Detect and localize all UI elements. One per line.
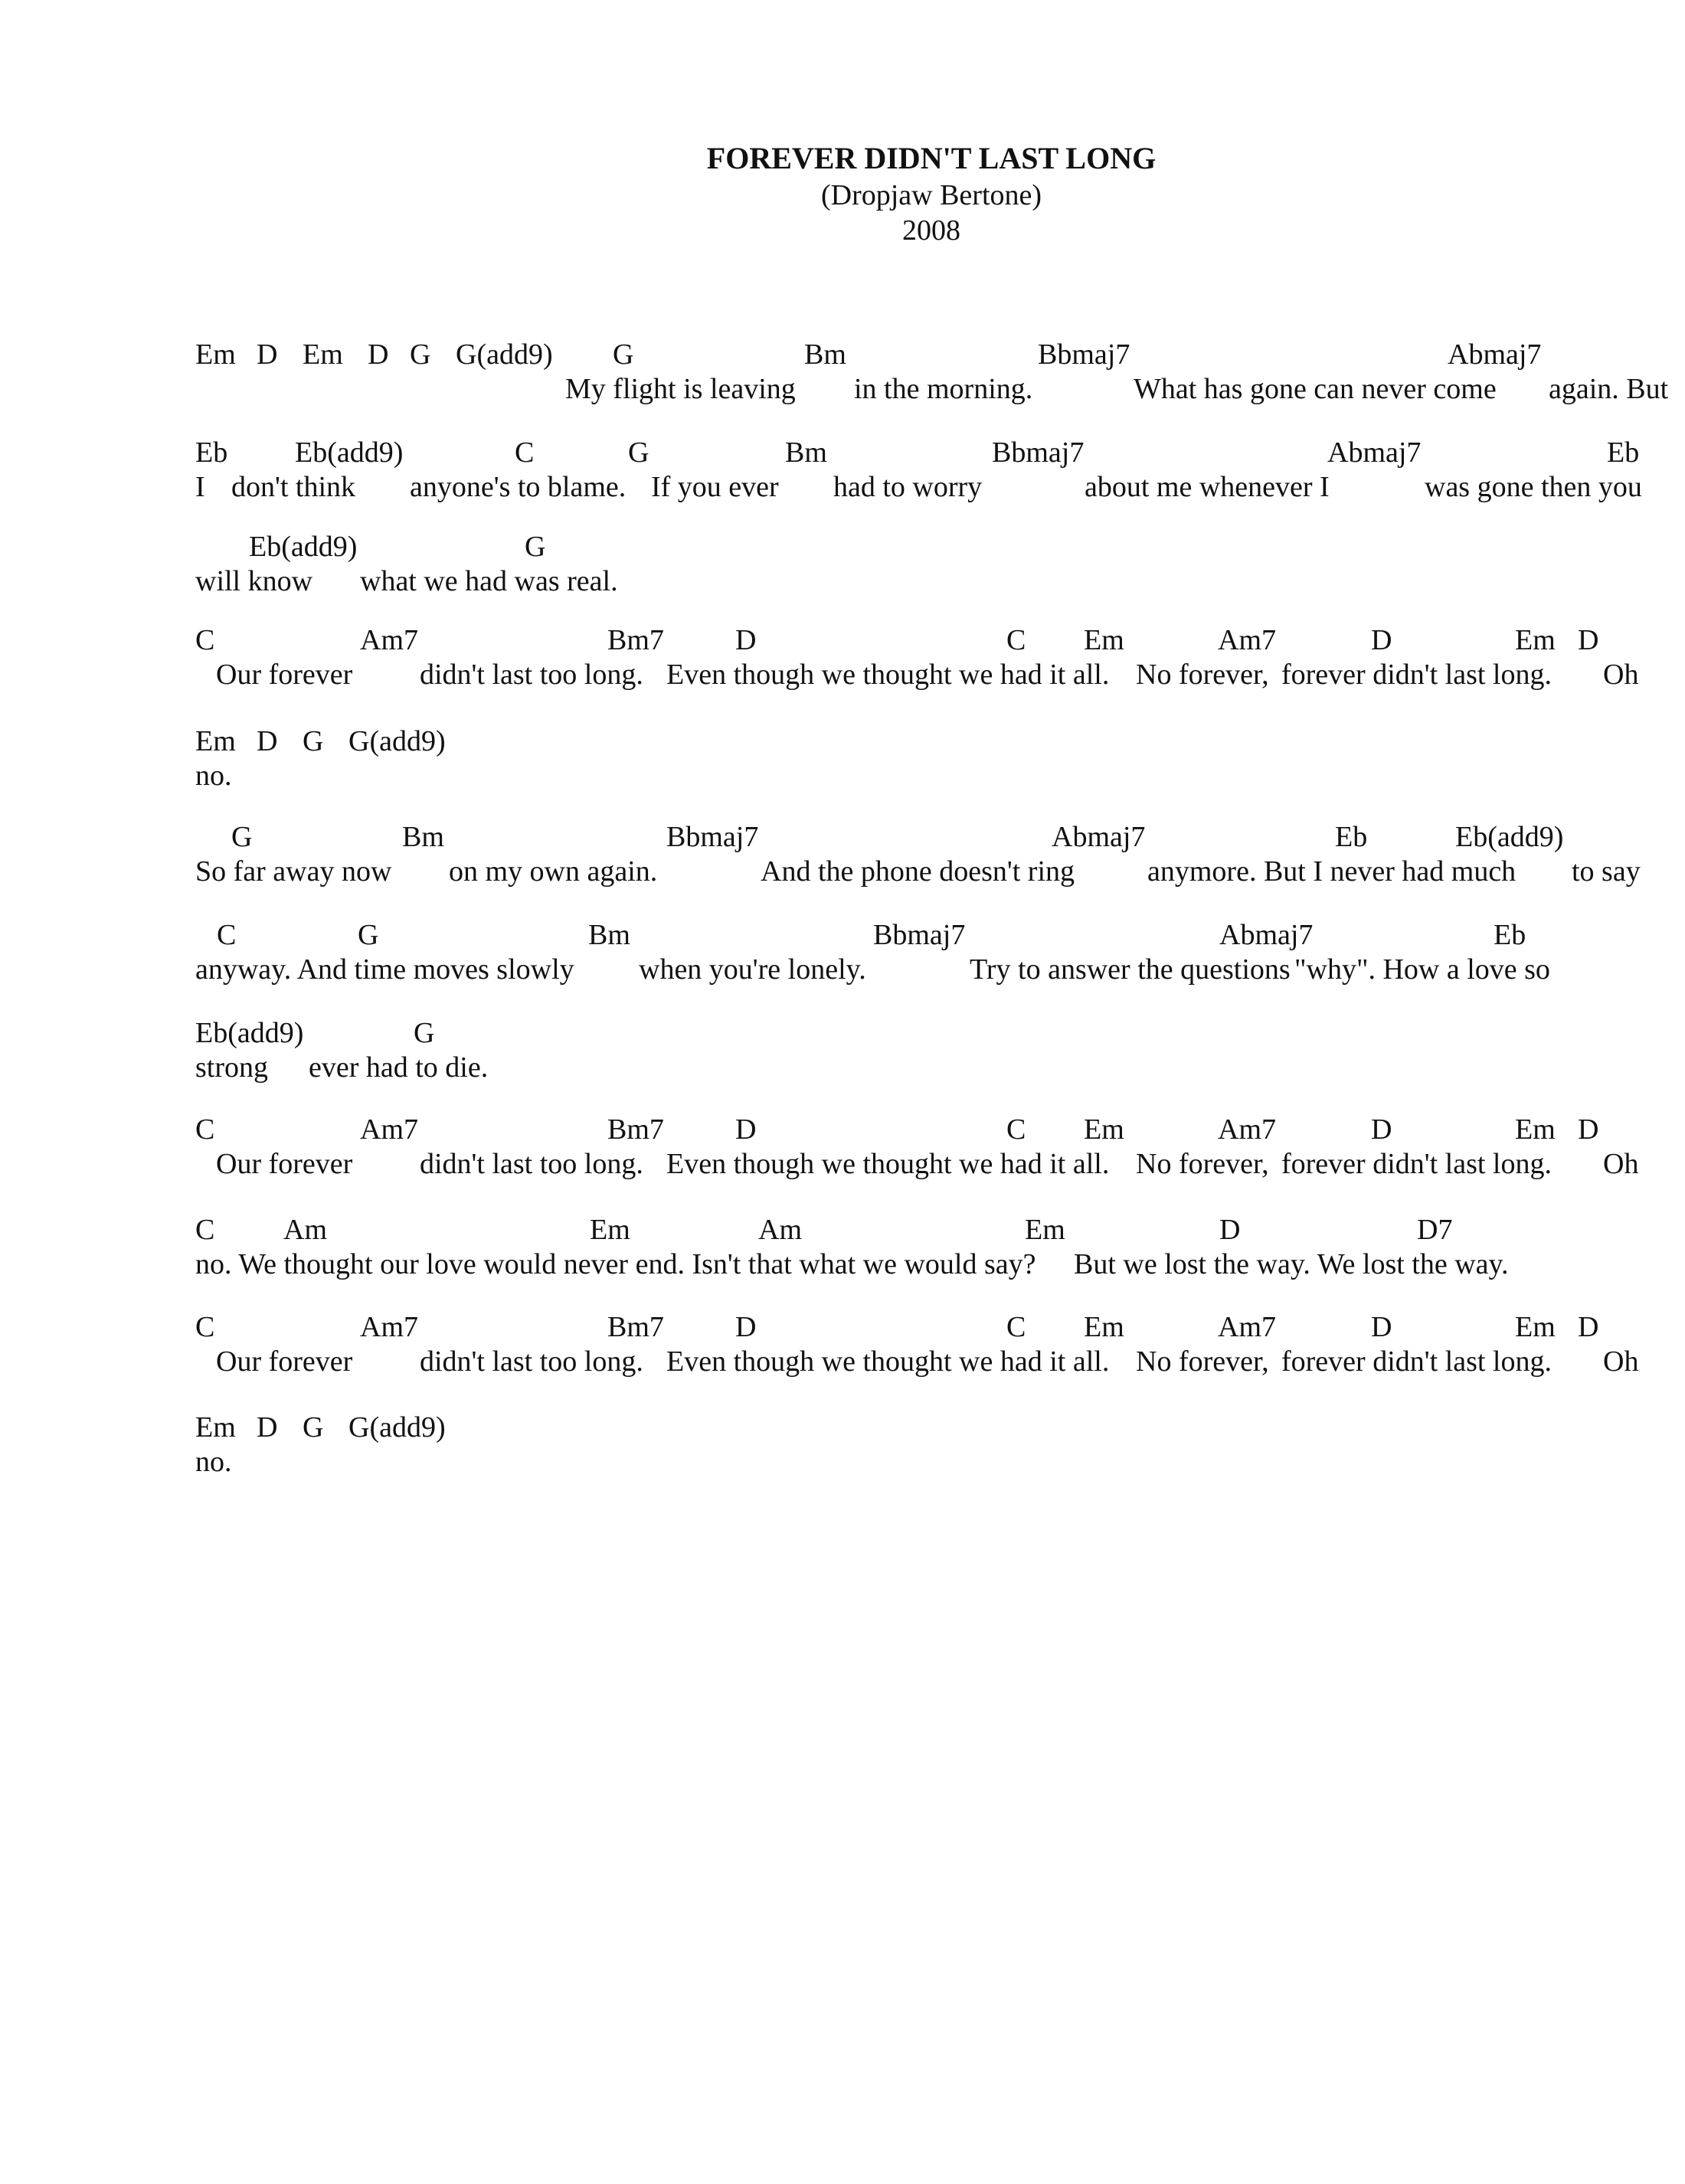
lyric-fragment: Try to answer the questions	[970, 953, 1291, 986]
chord-symbol: Abmaj7	[1052, 821, 1146, 853]
chord-symbol: Abmaj7	[1327, 436, 1422, 469]
chord-symbol: Bm	[588, 919, 630, 951]
lyric-fragment: Oh	[1603, 1345, 1639, 1378]
chord-symbol: D	[1219, 1214, 1241, 1246]
chord-symbol: Bbmaj7	[666, 821, 759, 853]
chord-symbol: Em	[195, 725, 236, 757]
chord-symbol: G	[525, 531, 546, 563]
lyric-fragment: forever didn't last long.	[1281, 1345, 1552, 1378]
chord-symbol: C	[195, 1113, 215, 1146]
lyric-fragment: So far away now	[195, 855, 392, 888]
chord-symbol: C	[217, 919, 237, 951]
chord-symbol: G	[358, 919, 379, 951]
lyric-fragment: Oh	[1603, 1148, 1639, 1180]
chord-symbol: Em	[1084, 1311, 1124, 1343]
lyric-fragment: when you're lonely.	[639, 953, 866, 986]
chord-symbol: Em	[1515, 1113, 1556, 1146]
chord-symbol: C	[515, 436, 535, 469]
chord-symbol: D	[1371, 1113, 1392, 1146]
chord-symbol: Am	[283, 1214, 327, 1246]
lyric-fragment: forever didn't last long.	[1281, 1148, 1552, 1180]
chord-symbol: D	[735, 1311, 757, 1343]
chord-symbol: C	[1006, 624, 1026, 656]
lyric-fragment: anyway. And time moves slowly	[195, 953, 574, 986]
chord-symbol: D	[257, 1411, 278, 1443]
chord-symbol: G	[628, 436, 649, 469]
chord-symbol: D	[257, 338, 278, 371]
chord-symbol: Em	[590, 1214, 630, 1246]
lyric-fragment: forever didn't last long.	[1281, 659, 1552, 691]
lyric-fragment: on my own again.	[449, 855, 658, 888]
song-artist: (Dropjaw Bertone)	[820, 179, 1042, 211]
chord-symbol: Bbmaj7	[1038, 338, 1130, 371]
lyric-fragment: No forever,	[1136, 1148, 1269, 1180]
chord-symbol: Em	[195, 338, 236, 371]
song-year: 2008	[902, 214, 960, 247]
chord-symbol: Bm7	[607, 624, 664, 656]
chord-symbol: Eb(add9)	[1455, 821, 1564, 853]
chord-symbol: Am7	[360, 624, 418, 656]
lyric-fragment: But we lost the way. We lost the way.	[1074, 1248, 1509, 1280]
chord-symbol: G	[303, 1411, 324, 1443]
chord-symbol: G	[414, 1017, 435, 1049]
lyric-fragment: what we had was real.	[360, 565, 618, 597]
lyric-fragment: My flight is leaving	[565, 373, 796, 405]
lyric-fragment: And the phone doesn't ring	[761, 855, 1075, 888]
song-title: FOREVER DIDN'T LAST LONG	[706, 141, 1157, 175]
chord-symbol: D	[1371, 1311, 1392, 1343]
chord-symbol: Abmaj7	[1448, 338, 1542, 371]
chord-symbol: D	[1578, 624, 1599, 656]
chord-symbol: Am7	[360, 1311, 418, 1343]
lyric-fragment: Our forever	[216, 1345, 353, 1378]
chord-symbol: Em	[1025, 1214, 1065, 1246]
lyric-fragment: about me whenever I	[1085, 471, 1330, 503]
lyric-fragment: strong	[195, 1051, 268, 1084]
lyric-fragment: Even though we thought we had it all.	[666, 1345, 1110, 1378]
chord-symbol: Em	[303, 338, 343, 371]
lyric-fragment: will know	[195, 565, 313, 597]
lyric-fragment: Oh	[1603, 659, 1639, 691]
chord-symbol: D	[368, 338, 389, 371]
lyric-fragment: to say	[1572, 855, 1641, 888]
chord-symbol: Em	[195, 1411, 236, 1443]
lyric-fragment: didn't last too long.	[420, 659, 643, 691]
chord-symbol: D	[1578, 1311, 1599, 1343]
lyric-fragment: again. But	[1549, 373, 1669, 405]
lyric-fragment: Even though we thought we had it all.	[666, 1148, 1110, 1180]
chord-symbol: Bm7	[607, 1311, 664, 1343]
chord-symbol: D7	[1417, 1214, 1453, 1246]
lyric-fragment: don't think	[231, 471, 356, 503]
lyric-fragment: Even though we thought we had it all.	[666, 659, 1110, 691]
lyric-fragment: no.	[195, 1446, 232, 1478]
chord-symbol: D	[1578, 1113, 1599, 1146]
chord-symbol: Am7	[1218, 1311, 1276, 1343]
lyric-fragment: ever had to die.	[309, 1051, 489, 1084]
chord-symbol: D	[257, 725, 278, 757]
chord-symbol: G	[613, 338, 634, 371]
chord-symbol: C	[195, 1311, 215, 1343]
lyric-fragment: didn't last too long.	[420, 1148, 643, 1180]
chord-symbol: Bm	[402, 821, 444, 853]
chord-symbol: Em	[1084, 1113, 1124, 1146]
chord-symbol: Bbmaj7	[873, 919, 966, 951]
chord-symbol: Em	[1084, 624, 1124, 656]
chord-symbol: C	[1006, 1311, 1026, 1343]
lyric-fragment: What has gone can never come	[1134, 373, 1497, 405]
chord-symbol: C	[195, 1214, 215, 1246]
lyric-fragment: If you ever	[651, 471, 779, 503]
lyric-fragment: Our forever	[216, 1148, 353, 1180]
lyric-fragment: in the morning.	[854, 373, 1033, 405]
chord-symbol: Am7	[1218, 1113, 1276, 1146]
chord-symbol: Eb(add9)	[295, 436, 404, 469]
chord-symbol: Eb(add9)	[195, 1017, 304, 1049]
chord-symbol: C	[195, 624, 215, 656]
song-header	[0, 139, 1685, 248]
chord-symbol: Em	[1515, 624, 1556, 656]
chord-symbol: C	[1006, 1113, 1026, 1146]
chord-symbol: Eb	[1335, 821, 1368, 853]
chord-symbol: Eb	[1494, 919, 1526, 951]
lyric-fragment: No forever,	[1136, 1345, 1269, 1378]
chord-symbol: Bm7	[607, 1113, 664, 1146]
lyric-fragment: was gone then you	[1425, 471, 1642, 503]
lyric-fragment: "why". How a love so	[1294, 953, 1550, 986]
chord-symbol: Eb(add9)	[249, 531, 358, 563]
lyric-fragment: no.	[195, 760, 232, 792]
chord-symbol: Em	[1515, 1311, 1556, 1343]
lyric-fragment: didn't last too long.	[420, 1345, 643, 1378]
chord-symbol: G	[410, 338, 431, 371]
chord-symbol: Am	[758, 1214, 802, 1246]
chord-symbol: Bm	[804, 338, 846, 371]
chord-symbol: G(add9)	[348, 1411, 446, 1443]
chord-symbol: Abmaj7	[1219, 919, 1314, 951]
chord-symbol: G	[231, 821, 253, 853]
chord-symbol: G(add9)	[348, 725, 446, 757]
chord-symbol: Eb	[195, 436, 228, 469]
chord-symbol: G(add9)	[456, 338, 553, 371]
lyric-fragment: had to worry	[833, 471, 983, 503]
chord-symbol: Bm	[785, 436, 827, 469]
chord-symbol: Am7	[1218, 624, 1276, 656]
chord-symbol: Am7	[360, 1113, 418, 1146]
chord-symbol: G	[303, 725, 324, 757]
lyric-fragment: anymore. But I never had much	[1147, 855, 1516, 888]
chord-symbol: Bbmaj7	[992, 436, 1085, 469]
lyric-fragment: anyone's to blame.	[410, 471, 627, 503]
lyric-fragment: Our forever	[216, 659, 353, 691]
chord-symbol: D	[735, 624, 757, 656]
lyric-fragment: No forever,	[1136, 659, 1269, 691]
chord-symbol: D	[1371, 624, 1392, 656]
lyric-fragment: no. We thought our love would never end. Isn't that what we would say?	[195, 1248, 1036, 1280]
chord-symbol: D	[735, 1113, 757, 1146]
lyric-fragment: I	[195, 471, 205, 503]
chord-symbol: Eb	[1607, 436, 1640, 469]
